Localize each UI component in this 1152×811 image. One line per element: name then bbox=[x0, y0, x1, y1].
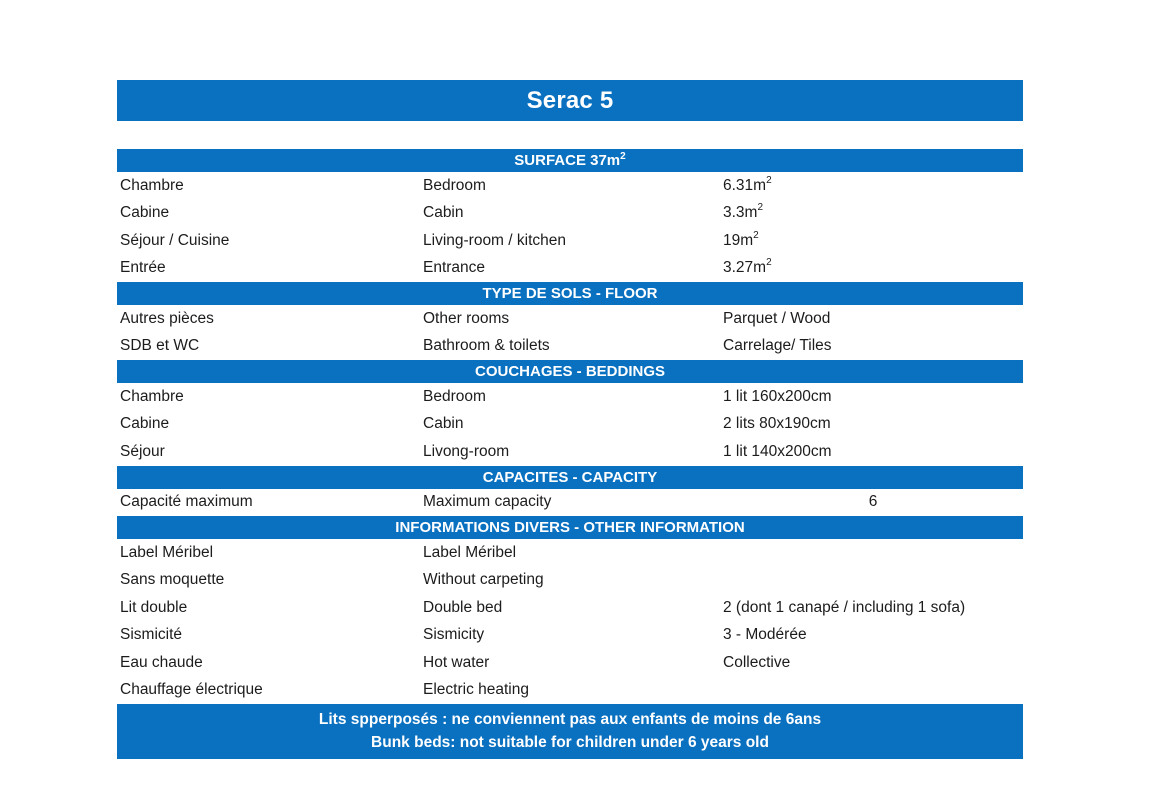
row-value: 1 lit 160x200cm bbox=[723, 387, 832, 405]
row-value: $6.31m^2$ bbox=[723, 174, 772, 194]
bunk-bed-warning bbox=[117, 704, 1023, 759]
table-row bbox=[117, 227, 1023, 255]
table-row bbox=[117, 200, 1023, 228]
row-value: $19m^2$ bbox=[723, 229, 759, 249]
table-row bbox=[117, 333, 1023, 361]
row-label-fr: Cabine bbox=[120, 415, 170, 433]
row-label-en: Without carpeting bbox=[423, 571, 544, 589]
section-header-floor: TYPE DE SOLS - FLOOR bbox=[117, 282, 1023, 305]
section-header-label: SURFACE 37m bbox=[514, 152, 621, 169]
table-row bbox=[117, 255, 1023, 283]
section-header-other-information: INFORMATIONS DIVERS - OTHER INFORMATION bbox=[117, 516, 1023, 539]
row-label-en: Bedroom bbox=[423, 176, 486, 194]
table-row bbox=[117, 594, 1023, 622]
row-label-fr: Séjour bbox=[120, 442, 165, 460]
table-row bbox=[117, 677, 1023, 705]
row-label-fr: Autres pièces bbox=[120, 309, 214, 327]
bunk-bed-warning-fr: Lits spperposés : ne conviennent pas aux enfants de moins de 6ans bbox=[318, 711, 822, 728]
row-label-fr: Capacité maximum bbox=[120, 493, 253, 511]
row-label-fr: Séjour / Cuisine bbox=[120, 231, 230, 249]
row-value: 3 - Modérée bbox=[723, 626, 807, 644]
row-label-fr: SDB et WC bbox=[120, 337, 200, 355]
row-value: Parquet / Wood bbox=[723, 309, 831, 327]
row-label-fr: Lit double bbox=[120, 598, 188, 616]
row-label-fr: Label Méribel bbox=[120, 543, 214, 561]
row-label-en: Double bed bbox=[423, 598, 503, 616]
row-label-fr: Chambre bbox=[120, 387, 184, 405]
row-value: 1 lit 140x200cm bbox=[723, 442, 832, 460]
row-label-en: Bedroom bbox=[423, 387, 486, 405]
row-label-en: Other rooms bbox=[423, 309, 510, 327]
row-value: $3.27m^2$ bbox=[723, 257, 772, 277]
row-label-en: Living-room / kitchen bbox=[423, 231, 567, 249]
table-row bbox=[117, 539, 1023, 567]
row-label-en: Livong-room bbox=[423, 442, 510, 460]
table-row bbox=[117, 567, 1023, 595]
row-value: Collective bbox=[723, 653, 791, 671]
row-label-en: Electric heating bbox=[423, 681, 529, 699]
row-label-fr: Sismicité bbox=[120, 626, 183, 644]
page-title: Serac 5 bbox=[117, 80, 1023, 121]
row-label-fr: Entrée bbox=[120, 259, 166, 277]
row-value: 2 (dont 1 canapé / including 1 sofa) bbox=[723, 598, 966, 616]
row-label-en: Cabin bbox=[423, 204, 464, 222]
table-row bbox=[117, 172, 1023, 200]
table-row bbox=[117, 622, 1023, 650]
table-row bbox=[117, 411, 1023, 439]
row-label-fr: Chambre bbox=[120, 176, 184, 194]
row-value: Carrelage/ Tiles bbox=[723, 337, 832, 355]
row-label-fr: Sans moquette bbox=[120, 571, 225, 589]
row-value: 2 lits 80x190cm bbox=[723, 415, 831, 433]
table-row bbox=[117, 383, 1023, 411]
bunk-bed-warning-en: Bunk beds: not suitable for children under 6 years old bbox=[371, 734, 769, 751]
row-label-fr: Eau chaude bbox=[120, 653, 203, 671]
section-header-capacity: CAPACITES - CAPACITY bbox=[117, 466, 1023, 489]
table-row bbox=[117, 489, 1023, 517]
row-label-en: Label Méribel bbox=[423, 543, 517, 561]
row-label-en: Cabin bbox=[423, 415, 464, 433]
section-header-superscript: 2 bbox=[620, 151, 626, 162]
section-header-surface bbox=[117, 149, 1023, 172]
table-row bbox=[117, 305, 1023, 333]
row-value: 6 bbox=[868, 493, 878, 511]
row-label-fr: Cabine bbox=[120, 204, 170, 222]
row-label-en: Maximum capacity bbox=[423, 493, 552, 511]
row-value: $3.3m^2$ bbox=[723, 202, 764, 222]
row-label-en: Bathroom & toilets bbox=[423, 337, 550, 355]
property-sheet bbox=[117, 80, 1023, 759]
table-row bbox=[117, 649, 1023, 677]
table-row bbox=[117, 438, 1023, 466]
row-label-en: Entrance bbox=[423, 259, 486, 277]
section-header-beddings: COUCHAGES - BEDDINGS bbox=[117, 360, 1023, 383]
row-label-en: Hot water bbox=[423, 653, 490, 671]
row-label-en: Sismicity bbox=[423, 626, 485, 644]
row-label-fr: Chauffage électrique bbox=[120, 681, 263, 699]
